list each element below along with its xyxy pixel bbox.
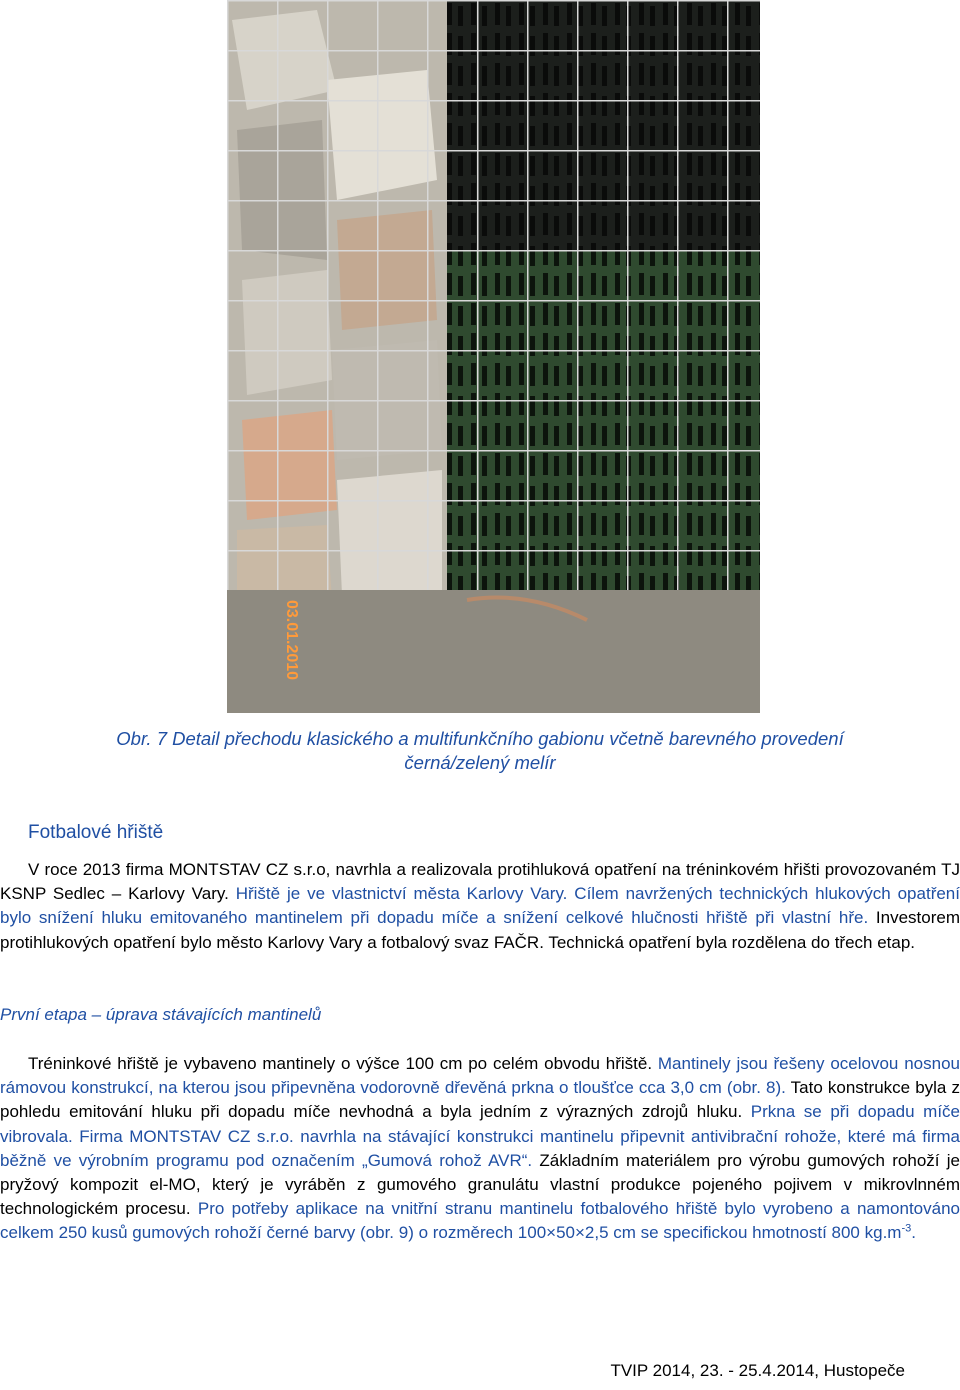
page-footer: TVIP 2014, 23. - 25.4.2014, Hustopeče [610,1361,905,1380]
photo-date-stamp: 03.01.2010 [283,600,300,681]
paragraph-stage1 [0,1052,960,1246]
figure-caption-line1: Obr. 7 Detail přechodu klasického a multifunkčního gabionu včetně barevného provedení [116,728,844,749]
p1-part1: V roce 2013 firma MONTSTAV CZ s.r.o, navrhla a realizovala protihluková opatření na tréninkovém hřišti provozovaném TJ KSNP Sedlec – Karlovy Vary. [0,860,960,904]
p2-superscript: -3 [901,1222,912,1235]
p2-part3: Tato konstrukce byla z pohledu emitování hluku při dopadu míče nevhodná a byla jedním z výrazných zdrojů hluku. [0,1078,960,1122]
p2-part1: Tréninkové hřiště je vybaveno mantinely o výšce 100 cm po celém obvodu hřiště. [28,1054,658,1073]
p1-part2: Hřiště je ve vlastnictví města Karlovy Vary. Cílem navržených technických hlukových opatření bylo snížení hluku emitovaného mantinelem při dopadu míče a snížení celkové hlučnosti hřiště při vlastní hře. [0,884,960,928]
p2-part4: Prkna se při dopadu míče vibrovala. Firma MONTSTAV CZ s.r.o. navrhla na stávající konstrukci mantinelu připevnit antivibrační rohože, které má firma běžně ve výrobním programu pod označením „Gumová rohož AVR“. [0,1102,960,1170]
figure-caption-line2: černá/zelený melír [404,752,556,773]
p1-part3: Investorem protihlukových opatření bylo město Karlovy Vary a fotbalový svaz FAČR. Technická opatření byla rozdělena do třech etap. [0,908,960,952]
p2-end: . [911,1223,916,1243]
p2-part2: Mantinely jsou řešeny ocelovou nosnou rámovou konstrukcí, na kterou jsou připevněna vodorovně dřevěná prkna o tloušťce cca 3,0 cm (obr. 8). [0,1054,960,1098]
p2-part6: Pro potřeby aplikace na vnitřní stranu mantinelu fotbalového hřiště bylo vyrobeno a namontováno celkem 250 kusů gumových rohoží černé barvy (obr. 9) o rozměrech 100×50×2,5 cm se specifickou hmotností 800 kg.m [0,1199,960,1243]
section-heading: Fotbalové hřiště [28,822,164,843]
p2-part5: Základním materiálem pro výrobu gumových rohoží je pryžový kompozit el-MO, který je vyráběn z gumového granulátu vlastní produkce pojeného pojivem v mikrovlnném technologickém procesu. [0,1150,960,1219]
stage1-heading: První etapa – úprava stávajících mantinelů [0,1005,322,1024]
paragraph-intro [0,858,960,955]
gabion-photo [227,0,760,713]
